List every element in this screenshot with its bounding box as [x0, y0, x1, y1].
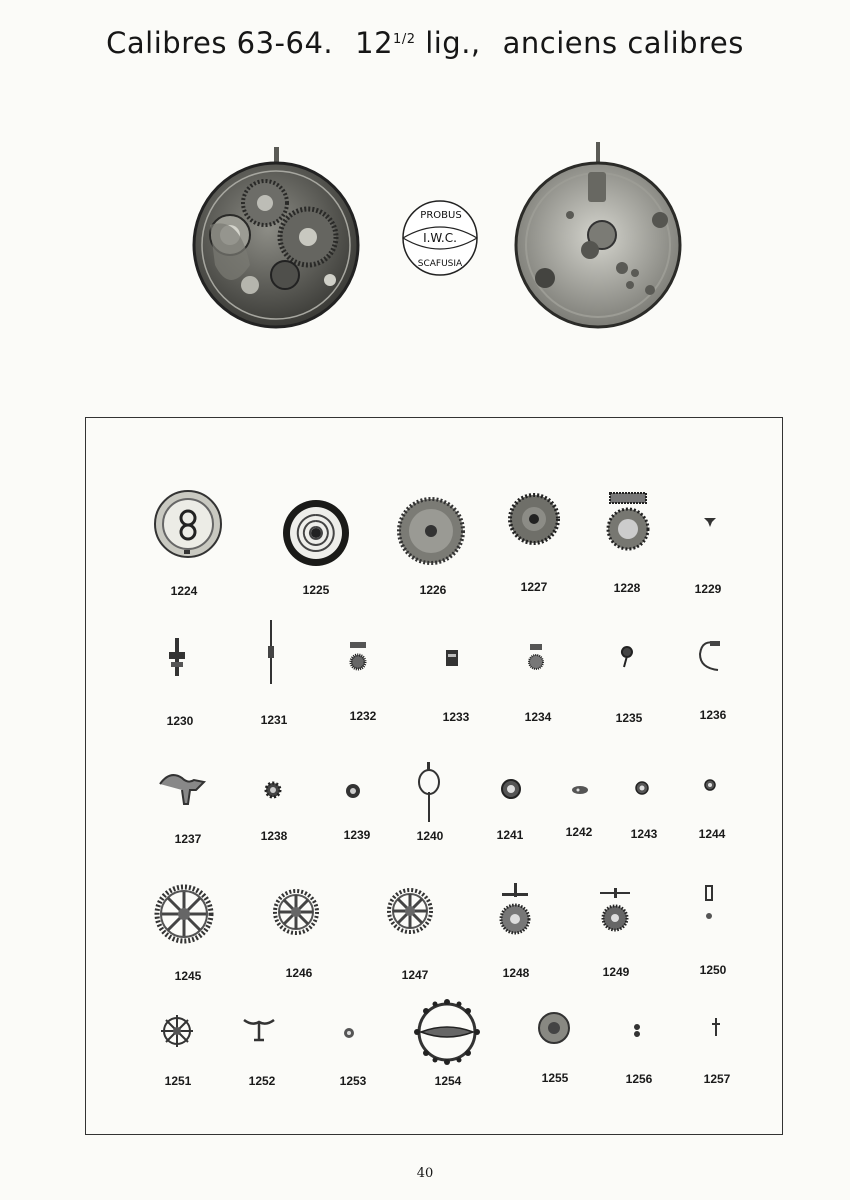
- part-1231-arbor-image: [264, 618, 278, 686]
- part-1239-jewel-image: [344, 780, 362, 800]
- part-1244-jewel-image: [703, 778, 717, 792]
- part-number: 1231: [260, 713, 288, 727]
- part-1238-wheel-image: [263, 780, 283, 800]
- part-1257-pin-image: [710, 1016, 722, 1038]
- part-1249-wheel-image: [598, 888, 632, 934]
- part-1256-screw-image: [631, 1023, 643, 1039]
- part-number: 1249: [602, 965, 630, 979]
- part-number: 1244: [698, 827, 726, 841]
- part-number: 1255: [541, 1071, 569, 1085]
- part-number: 1230: [166, 714, 194, 728]
- title-size: 12: [355, 26, 394, 60]
- part-1240-stem-image: [416, 762, 444, 824]
- part-number: 1232: [349, 709, 377, 723]
- part-number: 1224: [170, 584, 198, 598]
- title-fraction: 1/2: [393, 32, 416, 47]
- title-anciens: anciens calibres: [502, 26, 744, 60]
- part-number: 1238: [260, 829, 288, 843]
- part-1253-jewel-image: [342, 1026, 356, 1040]
- part-1245-wheel-image: [154, 884, 214, 944]
- part-number: 1246: [285, 966, 313, 980]
- part-number: 1227: [520, 580, 548, 594]
- part-1247-wheel-image: [386, 887, 434, 935]
- part-number: 1235: [615, 711, 643, 725]
- part-number: 1248: [502, 966, 530, 980]
- movement-dial-side-image: [510, 140, 690, 330]
- part-number: 1240: [416, 829, 444, 843]
- part-1248-wheel-image: [496, 883, 534, 937]
- part-1232-pinion-image: [348, 640, 368, 676]
- part-number: 1251: [164, 1074, 192, 1088]
- part-number: 1236: [699, 708, 727, 722]
- logo-center-text: I.W.C.: [423, 231, 457, 245]
- part-number: 1250: [699, 963, 727, 977]
- part-number: 1228: [613, 581, 641, 595]
- iwc-logo: [400, 198, 480, 278]
- part-1233-pinion-image: [444, 648, 460, 668]
- part-number: 1242: [565, 825, 593, 839]
- part-1252-pallet-fork-image: [242, 1016, 276, 1044]
- part-1254-balance-wheel-image: [411, 996, 483, 1068]
- parts-plate: [85, 417, 783, 1135]
- part-1235-click-image: [619, 644, 635, 670]
- part-number: 1237: [174, 832, 202, 846]
- part-number: 1257: [703, 1072, 731, 1086]
- part-1246-wheel-image: [272, 888, 320, 936]
- part-number: 1226: [419, 583, 447, 597]
- part-number: 1234: [524, 710, 552, 724]
- part-number: 1229: [694, 582, 722, 596]
- part-number: 1254: [434, 1074, 462, 1088]
- part-number: 1253: [339, 1074, 367, 1088]
- part-1243-jewel-image: [634, 780, 650, 796]
- part-1255-cap-image: [536, 1010, 572, 1046]
- page-title: [0, 26, 850, 60]
- part-number: 1243: [630, 827, 658, 841]
- part-number: 1241: [496, 828, 524, 842]
- part-1236-spring-image: [694, 638, 722, 674]
- part-1228-wheel-image: [604, 491, 652, 555]
- page-number: 40: [416, 1166, 434, 1181]
- part-1251-escape-wheel-image: [160, 1014, 194, 1048]
- part-1229-screw-image: [702, 516, 718, 528]
- part-number: 1245: [174, 969, 202, 983]
- part-1230-pinion-image: [166, 636, 188, 678]
- part-1241-jewel-image: [500, 778, 522, 800]
- part-1250-screw-image: [702, 884, 716, 924]
- title-calibres: Calibres 63-64.: [106, 26, 334, 60]
- logo-bottom-text: SCAFUSIA: [417, 259, 463, 269]
- part-number: 1252: [248, 1074, 276, 1088]
- part-number: 1239: [343, 828, 371, 842]
- title-lig: lig.,: [425, 26, 481, 60]
- movement-bridge-side-image: [190, 145, 365, 330]
- part-1237-lever-image: [156, 768, 208, 808]
- part-1227-wheel-image: [508, 493, 560, 545]
- part-1242-piece-image: [570, 784, 590, 796]
- part-1225-barrel-image: [276, 498, 356, 568]
- part-number: 1225: [302, 583, 330, 597]
- part-number: 1233: [442, 710, 470, 724]
- part-1224-balance-image: [151, 488, 226, 560]
- part-1234-pinion-image: [526, 642, 546, 672]
- part-number: 1247: [401, 968, 429, 982]
- logo-top-text: PROBUS: [420, 210, 462, 221]
- part-1226-wheel-image: [396, 496, 466, 566]
- part-number: 1256: [625, 1072, 653, 1086]
